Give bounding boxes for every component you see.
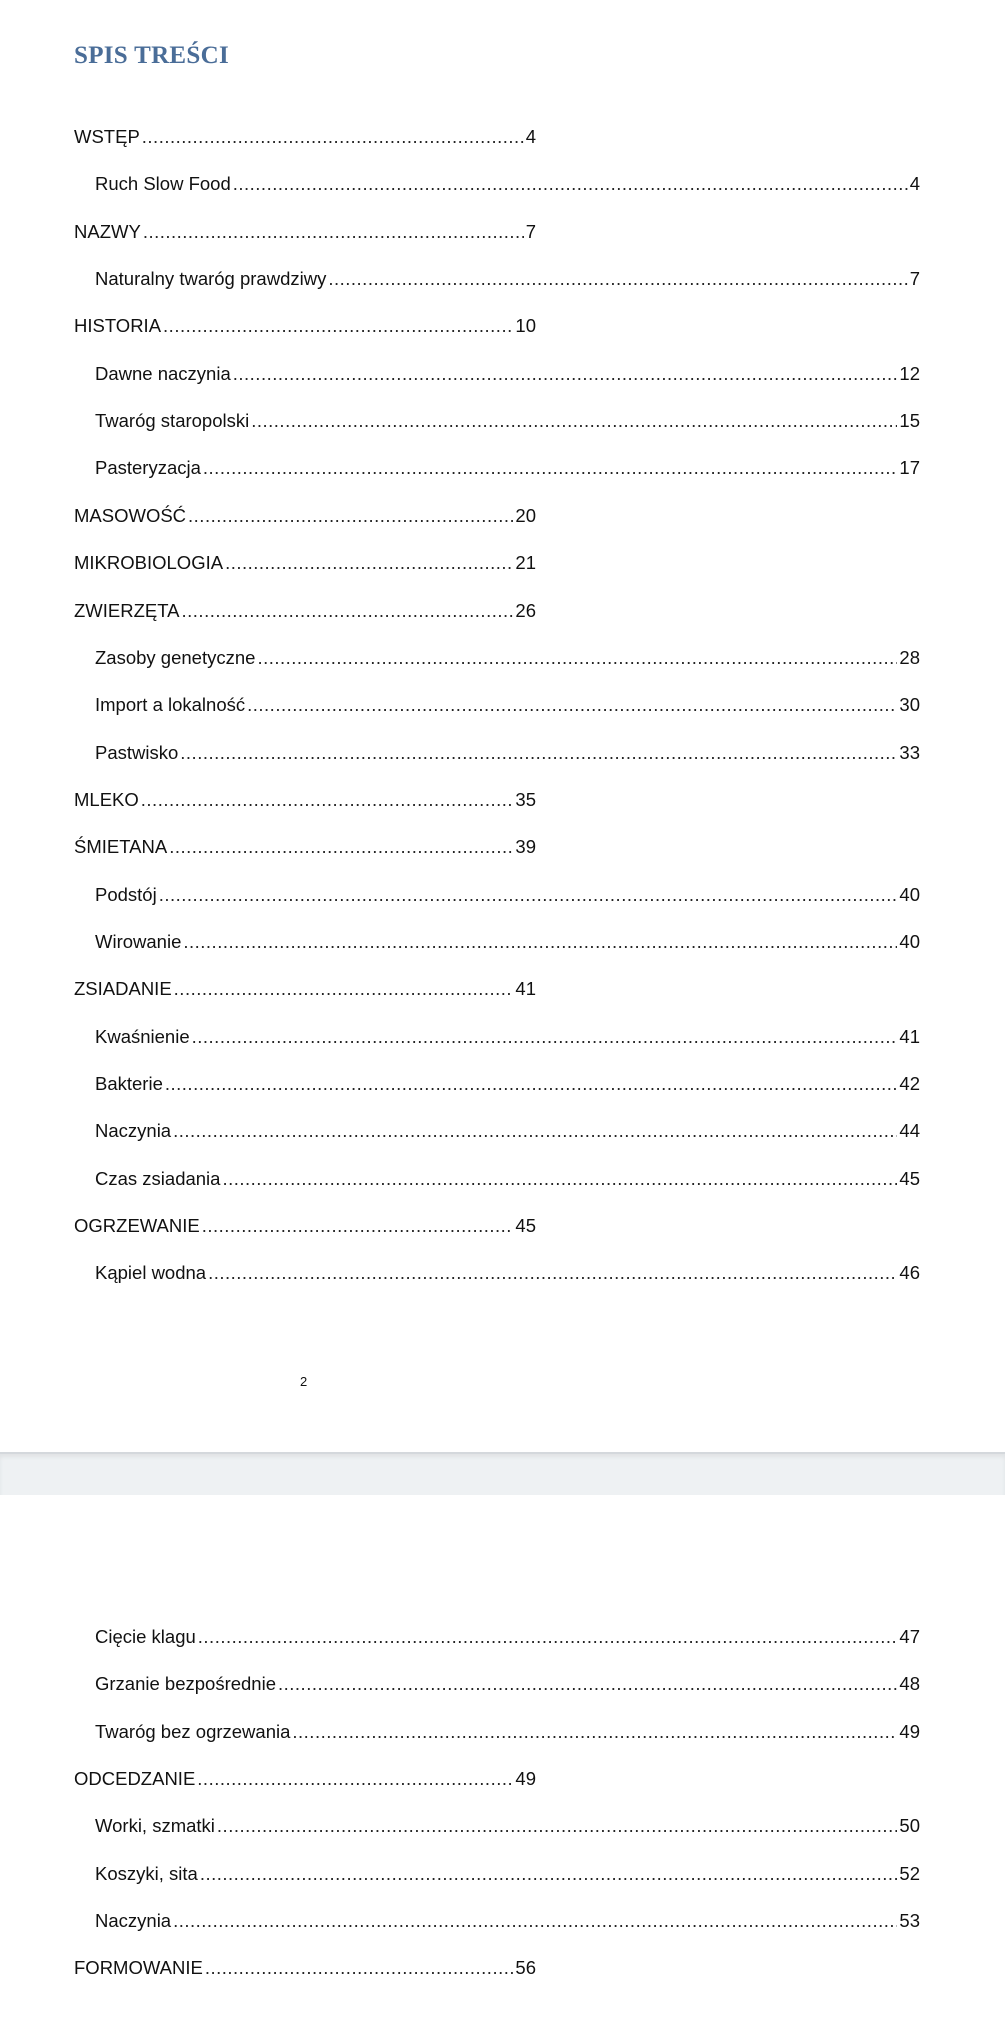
toc-entry-label: ODCEDZANIE <box>74 1768 196 1790</box>
toc-entry[interactable] <box>95 931 920 957</box>
toc-entry-label: NAZWY <box>74 220 141 242</box>
dot-leader <box>251 410 897 432</box>
toc-entry-page-number: 52 <box>899 1862 920 1884</box>
dot-leader <box>208 1262 897 1284</box>
toc-entry[interactable] <box>95 1626 920 1652</box>
toc-entry-label: Kąpiel wodna <box>95 1262 207 1284</box>
dot-leader <box>169 836 513 858</box>
toc-entry-label: Zasoby genetyczne <box>95 646 256 668</box>
toc-entry-page-number: 4 <box>909 173 920 195</box>
toc-entry-label: MLEKO <box>74 788 139 810</box>
toc-entry[interactable] <box>95 1815 920 1841</box>
dot-leader <box>183 931 897 953</box>
page-number: 2 <box>300 1374 308 1389</box>
toc-entry[interactable] <box>74 1215 536 1241</box>
toc-entry-label: Grzanie bezpośrednie <box>95 1673 276 1695</box>
toc-entry-page-number: 42 <box>899 1073 920 1094</box>
toc-entry-label: ŚMIETANA <box>74 836 168 858</box>
toc-entry-page-number: 30 <box>899 694 920 716</box>
toc-entry[interactable] <box>95 884 920 910</box>
dot-leader <box>328 268 907 290</box>
toc-entry[interactable] <box>95 1262 920 1288</box>
dot-leader <box>233 363 898 385</box>
toc-entry-page-number: 46 <box>899 1262 920 1284</box>
toc-entry-label: Koszyki, sita <box>95 1862 198 1884</box>
page-separator <box>0 1452 1005 1497</box>
toc-entry-page-number: 49 <box>899 1720 920 1742</box>
toc-entry-label: Bakterie <box>95 1073 163 1094</box>
toc-entry-page-number: 21 <box>515 552 536 574</box>
dot-leader <box>159 884 898 906</box>
toc-entry[interactable] <box>74 126 536 152</box>
toc-entry[interactable] <box>95 742 920 768</box>
toc-entry-page-number: 41 <box>899 1025 920 1047</box>
toc-entry-page-number: 12 <box>899 362 920 384</box>
dot-leader <box>173 1120 897 1142</box>
dot-leader <box>198 1626 898 1648</box>
toc-entry-label: Worki, szmatki <box>95 1815 215 1837</box>
toc-entry-label: Wirowanie <box>95 930 182 952</box>
dot-leader <box>257 647 897 669</box>
toc-entry-label: Pastwisko <box>95 741 179 763</box>
toc-entry-label: HISTORIA <box>74 315 162 337</box>
toc-entry-label: Twaróg bez ogrzewania <box>95 1720 291 1742</box>
toc-entry[interactable] <box>95 1863 920 1889</box>
toc-entry[interactable] <box>95 647 920 673</box>
toc-entry[interactable] <box>95 1168 920 1194</box>
toc-entry[interactable] <box>95 1120 920 1146</box>
dot-leader <box>222 1168 897 1190</box>
dot-leader <box>173 1910 897 1932</box>
toc-entry-page-number: 28 <box>899 646 920 668</box>
toc-entry-label: Naczynia <box>95 1120 172 1142</box>
dot-leader <box>202 1215 514 1237</box>
toc-entry-label: Pasteryzacja <box>95 457 201 479</box>
dot-leader <box>278 1673 897 1695</box>
toc-entry-page-number: 45 <box>515 1215 536 1237</box>
toc-entry[interactable] <box>95 1721 920 1747</box>
dot-leader <box>182 600 514 622</box>
toc-entry[interactable] <box>74 600 536 626</box>
toc-entry-page-number: 33 <box>899 741 920 763</box>
toc-entry-page-number: 10 <box>515 315 536 337</box>
dot-leader <box>180 742 897 764</box>
toc-entry-page-number: 47 <box>899 1626 920 1647</box>
toc-entry-page-number: 17 <box>899 457 920 479</box>
toc-entry-page-number: 7 <box>525 220 536 242</box>
toc-entry[interactable] <box>74 552 536 578</box>
toc-entry[interactable] <box>74 978 536 1004</box>
toc-entry-page-number: 20 <box>515 504 536 526</box>
toc-entry[interactable] <box>95 173 920 199</box>
toc-entry-label: ZSIADANIE <box>74 978 172 1000</box>
toc-entry-page-number: 44 <box>899 1120 920 1142</box>
toc-entry-label: Kwaśnienie <box>95 1025 190 1047</box>
toc-entry[interactable] <box>74 315 536 341</box>
toc-entry-page-number: 4 <box>525 126 536 147</box>
toc-entry[interactable] <box>95 410 920 436</box>
dot-leader <box>233 173 908 195</box>
toc-entry-page-number: 50 <box>899 1815 920 1837</box>
toc-entry[interactable] <box>74 221 536 247</box>
toc-entry-page-number: 48 <box>899 1673 920 1695</box>
dot-leader <box>141 789 514 811</box>
toc-entry[interactable] <box>74 789 536 815</box>
toc-entry-page-number: 15 <box>899 410 920 432</box>
toc-entry-page-number: 39 <box>515 836 536 858</box>
toc-entry-page-number: 7 <box>909 268 920 290</box>
toc-entry-page-number: 26 <box>515 599 536 621</box>
dot-leader <box>200 1863 898 1885</box>
toc-entry-page-number: 40 <box>899 883 920 905</box>
toc-entry-label: OGRZEWANIE <box>74 1215 200 1237</box>
dot-leader <box>197 1768 513 1790</box>
toc-entry-page-number: 56 <box>515 1957 536 1979</box>
toc-entry-label: Naczynia <box>95 1910 172 1932</box>
toc-entry[interactable] <box>74 1957 536 1983</box>
toc-entry-page-number: 45 <box>899 1167 920 1189</box>
dot-leader <box>174 978 514 1000</box>
dot-leader <box>203 457 898 479</box>
toc-entry-label: Import a lokalność <box>95 694 246 716</box>
toc-entry-label: Cięcie klagu <box>95 1626 196 1647</box>
toc-entry-label: Twaróg staropolski <box>95 410 250 432</box>
toc-entry[interactable] <box>95 1073 920 1099</box>
dot-leader <box>247 694 897 716</box>
toc-entry[interactable] <box>74 836 536 862</box>
toc-entry[interactable] <box>74 1768 536 1794</box>
document-page-2 <box>0 1495 1005 2034</box>
toc-entry[interactable] <box>95 457 920 483</box>
toc-entry-label: WSTĘP <box>74 126 140 147</box>
dot-leader <box>163 315 513 337</box>
toc-entry-label: MIKROBIOLOGIA <box>74 552 224 574</box>
toc-entry-page-number: 41 <box>515 978 536 1000</box>
toc-entry-label: Podstój <box>95 883 157 905</box>
dot-leader <box>192 1026 898 1048</box>
toc-entry-label: Naturalny twaróg prawdziwy <box>95 268 327 290</box>
toc-entry-page-number: 49 <box>515 1768 536 1790</box>
toc-entry-page-number: 35 <box>515 788 536 810</box>
toc-entry[interactable] <box>95 1026 920 1052</box>
dot-leader <box>143 221 524 243</box>
toc-entry-page-number: 53 <box>899 1910 920 1932</box>
toc-entry-label: Ruch Slow Food <box>95 173 231 195</box>
toc-entry[interactable] <box>95 1910 920 1936</box>
toc-entry[interactable] <box>95 1673 920 1699</box>
dot-leader <box>165 1073 898 1095</box>
dot-leader <box>142 126 524 148</box>
toc-entry[interactable] <box>95 363 920 389</box>
toc-entry[interactable] <box>95 268 920 294</box>
toc-title: SPIS TREŚCI <box>74 42 229 69</box>
toc-entry-label: ZWIERZĘTA <box>74 599 180 621</box>
dot-leader <box>217 1815 898 1837</box>
toc-entry-page-number: 40 <box>899 930 920 952</box>
toc-entry[interactable] <box>74 505 536 531</box>
toc-entry-label: Czas zsiadania <box>95 1167 221 1189</box>
dot-leader <box>292 1721 897 1743</box>
toc-entry-label: MASOWOŚĆ <box>74 504 187 526</box>
dot-leader <box>205 1957 514 1979</box>
toc-entry[interactable] <box>95 694 920 720</box>
dot-leader <box>188 505 513 527</box>
toc-entry-label: FORMOWANIE <box>74 1957 203 1979</box>
toc-entry-label: Dawne naczynia <box>95 362 231 384</box>
dot-leader <box>225 552 513 574</box>
